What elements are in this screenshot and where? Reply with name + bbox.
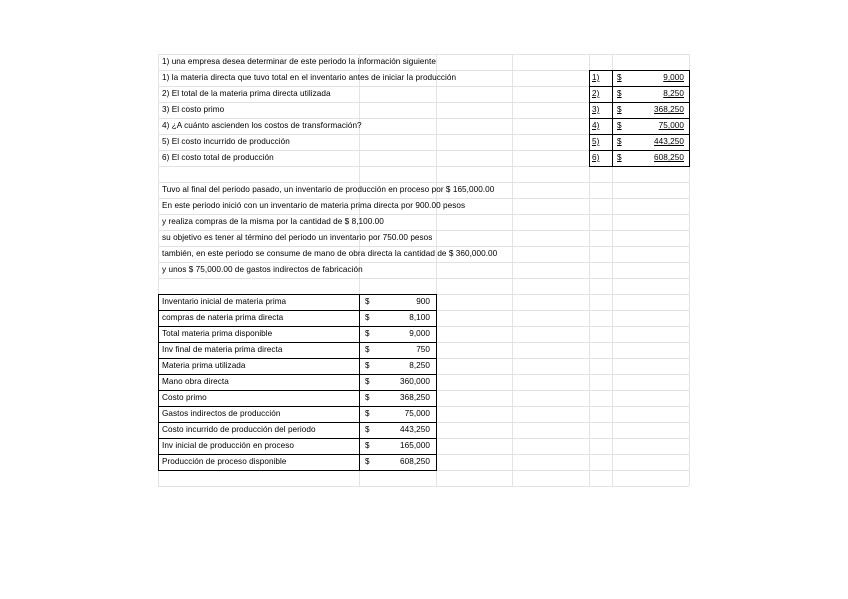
answer-value: 8,250 [663,89,684,98]
table-value: 900 [416,297,430,306]
table-currency: $ [365,441,370,450]
table-currency: $ [365,409,370,418]
answer-box-border [689,70,690,167]
gridline-h [158,278,689,279]
answer-currency: $ [617,153,622,162]
table-border [158,454,437,455]
table-label: Costo incurrido de producción del periodo [162,425,316,434]
gridline-h [158,54,689,55]
statement-line: y realiza compras de la misma por la cantidad de $ 8,100.00 [162,217,384,226]
answer-currency: $ [617,121,622,130]
answer-box-border [589,134,689,135]
statement-line: y unos $ 75,000.00 de gastos indirectos de fabricación [162,265,363,274]
table-border [158,390,437,391]
table-border [158,374,437,375]
table-label: Inventario inicial de materia prima [162,297,287,306]
answer-box-border [589,70,690,71]
table-currency: $ [365,425,370,434]
gridline-h [158,230,689,231]
table-value: 75,000 [404,409,430,418]
answer-box-border [589,118,689,119]
answer-number: 4) [592,121,600,130]
question-line: 1) una empresa desea determinar de este periodo la información siguiente [162,57,436,66]
answer-box-border [589,86,689,87]
table-value: 443,250 [400,425,430,434]
table-label: Inv inicial de producción en proceso [162,441,294,450]
table-value: 368,250 [400,393,430,402]
answer-value: 9,000 [663,73,684,82]
statement-line: su objetivo es tener al término del periodo un inventario por 750.00 pesos [162,233,433,242]
answer-currency: $ [617,89,622,98]
answer-value: 608,250 [654,153,684,162]
table-value: 750 [416,345,430,354]
table-label: Materia prima utilizada [162,361,246,370]
table-currency: $ [365,361,370,370]
gridline-h [158,214,689,215]
table-border [158,294,159,470]
table-border [158,342,437,343]
table-currency: $ [365,329,370,338]
question-line: 2) El total de la materia prima directa utilizada [162,89,331,98]
table-border [158,358,437,359]
table-border [158,406,437,407]
question-line: 6) El costo total de producción [162,153,274,162]
gridline-v [512,54,513,486]
table-border [436,294,437,470]
table-label: Mano obra directa [162,377,229,386]
answer-number: 5) [592,137,600,146]
table-border [158,294,437,295]
table-currency: $ [365,313,370,322]
table-value: 9,000 [409,329,430,338]
gridline-h [158,262,689,263]
table-value: 165,000 [400,441,430,450]
answer-value: 443,250 [654,137,684,146]
table-border [359,294,360,470]
question-line: 3) El costo primo [162,105,225,114]
statement-line: también, en este periodo se consume de mano de obra directa la cantidad de $ 360,000.00 [162,249,498,258]
gridline-h [158,182,689,183]
table-value: 8,100 [409,313,430,322]
table-currency: $ [365,345,370,354]
table-currency: $ [365,297,370,306]
statement-line: Tuvo al final del periodo pasado, un inventario de producción en proceso por $ 165,000.00 [162,185,495,194]
table-label: Gastos indirectos de producción [162,409,281,418]
question-line: 1) la materia directa que tuvo total en el inventario antes de iniciar la producción [162,73,457,82]
statement-line: En este periodo inició con un inventario de materia prima directa por 900.00 pesos [162,201,466,210]
table-currency: $ [365,377,370,386]
gridline-h [158,486,689,487]
answer-number: 1) [592,73,600,82]
answer-currency: $ [617,137,622,146]
table-label: Inv final de materia prima directa [162,345,283,354]
table-currency: $ [365,393,370,402]
table-border [158,438,437,439]
question-line: 5) El costo incurrido de producción [162,137,290,146]
answer-value: 368,250 [654,105,684,114]
question-line: 4) ¿A cuánto ascienden los costos de transformación? [162,121,362,130]
table-border [158,422,437,423]
table-border [158,326,437,327]
answer-currency: $ [617,105,622,114]
answer-currency: $ [617,73,622,82]
gridline-h [158,246,689,247]
table-value: 8,250 [409,361,430,370]
answer-box-border [589,166,690,167]
table-value: 608,250 [400,457,430,466]
table-label: Total materia prima disponible [162,329,273,338]
answer-value: 75,000 [658,121,684,130]
table-label: Costo primo [162,393,207,402]
gridline-h [158,198,689,199]
table-border [158,470,437,471]
answer-number: 3) [592,105,600,114]
answer-box-border [589,102,689,103]
answer-number: 2) [592,89,600,98]
table-label: compras de nateria prima directa [162,313,284,322]
table-currency: $ [365,457,370,466]
table-label: Producción de proceso disponible [162,457,287,466]
answer-box-border [589,150,689,151]
answer-number: 6) [592,153,600,162]
table-border [158,310,437,311]
table-value: 360,000 [400,377,430,386]
